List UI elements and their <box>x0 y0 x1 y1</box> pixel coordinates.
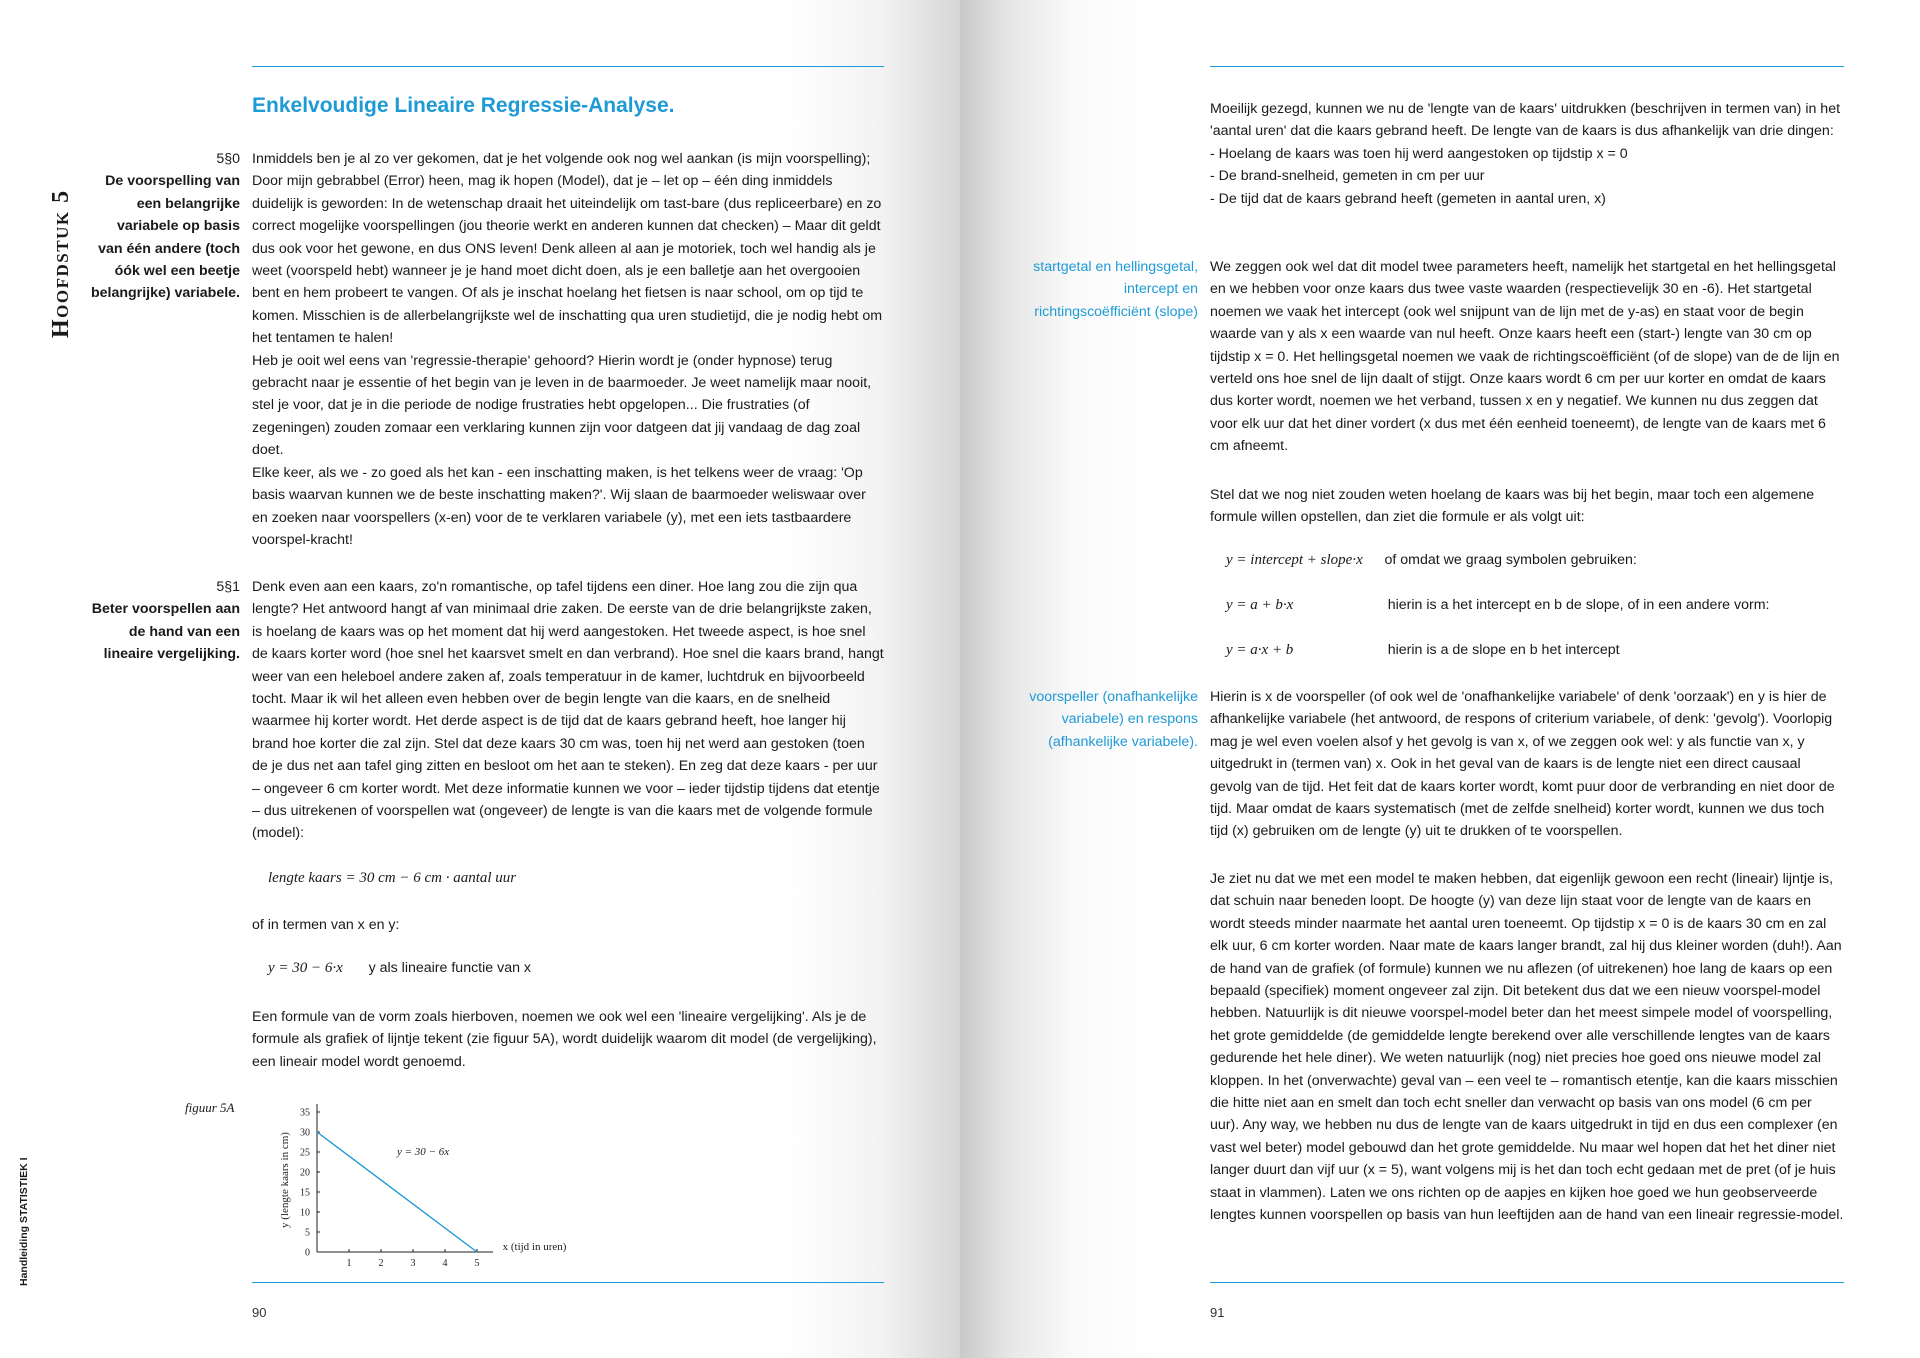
paragraph-parameters: We zeggen ook wel dat dit model twee parameters heeft, namelijk het startgetal en het hellingsgetal en we hebben voor onze kaars dus twee vaste waarden (respectievelijk 30 en -6). Het startgetal noemen we vaak het intercept (ook wel snijpunt van de lijn met de y-as) en staat voor de begin waarde van y als x een waarde van nul heeft. Onze kaars heeft een (start-) lengte van 30 cm op tijdstip x = 0. Het hellingsgetal noemen we vaak de richtingscoëfficiënt (of de slope) van de de lijn en verteld ons hoe snel de lijn daalt of stijgt. Onze kaars wordt 6 cm per uur korter en omdat de kaars dus korter wordt, noemen we het verband, tussen x en y negatief. We kunnen nu dus zeggen dat voor elk uur dat het diner vordert (x dus met één eenheid toeneemt), de lengte van de kaars met 6 cm afneemt. <box>1210 259 1840 455</box>
list-item: - De brand-snelheid, gemeten in cm per uur <box>1210 168 1485 185</box>
x-tick-label: 3 <box>410 1258 416 1269</box>
formula-candle-length: lengte kaars = 30 cm − 6 cm · aantal uur <box>268 870 517 886</box>
side-footer-text: Handleiding STATISTIEK I <box>18 1157 30 1286</box>
chapter-label <box>36 108 76 338</box>
x-axis-label: x (tijd in uren) <box>502 1241 567 1253</box>
y-tick-label: 20 <box>300 1167 310 1179</box>
formula-note: hierin is a de slope en b het intercept <box>1387 642 1620 658</box>
y-tick-label: 5 <box>305 1227 310 1239</box>
section-1-number: 5§1 <box>216 579 240 595</box>
formula-intercept-slope <box>1226 552 1637 569</box>
section-0-margin <box>90 148 240 305</box>
formula-xy-note: y als lineaire functie van x <box>368 960 532 976</box>
formula-note: of omdat we graag symbolen gebruiken: <box>1384 552 1637 568</box>
paragraph-general-formula: Stel dat we nog niet zouden weten hoelang de kaars was bij het begin, maar toch een algemene formule willen opstellen, dan ziet die formule er als volgt uit: <box>1210 487 1815 526</box>
intro-block <box>1210 98 1844 210</box>
y-tick-label: 35 <box>300 1107 310 1119</box>
section-0-number: 5§0 <box>216 151 240 167</box>
x-tick-label: 5 <box>474 1258 480 1269</box>
formula-expr: y = a + b·x <box>1226 597 1294 613</box>
y-axis-label: y (lengte kaars in cm) <box>279 1132 291 1228</box>
y-tick-label: 30 <box>300 1127 310 1139</box>
formula-xy <box>268 960 531 977</box>
paragraph: Inmiddels ben je al zo ver gekomen, dat je het volgende ook nog wel aankan (is mijn voorspelling); Door mijn gebrabbel (Error) heen, mag ik hopen (Model), dat je – let op – één ding inmiddels duidelijk is geworden: In de wetenschap draait het uiteindelijk om tast-bare (dus repliceerbare) en zo correct mogelijke voorspellingen (jou theorie werkt en anderen kunnen dat checken) – Maar dit geldt dus ook voor het gewone, en dus ONS leven! Denk alleen al aan je motoriek, toch wel handig als je weet (voorspeld hebt) wanneer je je hand moet dicht doen, als je een balletje aan het overgooien bent en hem probeert te vangen. Of als je inschat hoelang het fietsen is naar school, om op tijd te komen. Misschien is de allerbelangrijkste wel de inschatting qua uren studietijd, die je nodig hebt om het tentamen te halen! <box>252 151 883 347</box>
margin-note-predictor: voorspeller (onafhankelijke variabele) en respons (afhankelijke variabele). <box>1029 689 1198 750</box>
formula-expr: y = intercept + slope·x <box>1226 552 1363 568</box>
list-item: - De tijd dat de kaars gebrand heeft (gemeten in aantal uren, x) <box>1210 190 1606 207</box>
top-rule <box>252 66 884 67</box>
formula-intro: of in termen van x en y: <box>252 917 400 933</box>
page-title: Enkelvoudige Lineaire Regressie-Analyse. <box>252 94 675 117</box>
right-page <box>960 0 1920 1358</box>
bottom-rule <box>252 1282 884 1283</box>
bottom-rule <box>1210 1282 1844 1283</box>
chapter-label-text: Hoofdstuk 5 <box>48 189 74 338</box>
y-tick-label: 25 <box>300 1147 310 1159</box>
formula-a-plus-bx <box>1226 597 1769 614</box>
y-tick-label: 15 <box>300 1187 310 1199</box>
top-rule <box>1210 66 1844 67</box>
x-tick-label: 2 <box>378 1258 384 1269</box>
section-0-heading: De voorspelling van een belangrijke variabele op basis van één andere (toch óók wel een beetje belangrijke) variabele. <box>90 173 240 302</box>
side-footer <box>14 1146 38 1286</box>
closing-paragraph: Een formule van de vorm zoals hierboven, noemen we ook wel een 'lineaire vergelijking'. Als je de formule als grafiek of lijntje tekent (zie figuur 5A), wordt duidelijk waarom dit model (de vergelijking), een lineair model wordt genoemd. <box>252 1009 877 1070</box>
figure-5a-chart <box>270 1090 590 1270</box>
formula-note: hierin is a het intercept en b de slope, of in een andere vorm: <box>1387 597 1770 613</box>
paragraph-model: Je ziet nu dat we met een model te maken hebben, dat eigenlijk gewoon een recht (lineair) lijntje is, dat schuin naar beneden loopt. De hoogte (y) van deze lijn staat voor de lengte van de kaars en wordt steeds minder naarmate het aantal uren toeneemt. Op tijdstip x = 0 is de kaars 30 cm en zal elk uur, 6 cm korter worden. Naar mate de kaars langer brandt, zal hij dus kleiner worden (duh!). Aan de hand van de grafiek (of formule) kunnen we nu aflezen (of uitrekenen) hoe lang de kaars op een bepaald (specifiek) moment ongeveer zal zijn. Dit betekent dus dat we een nieuw voorspel-model hebben. Natuurlijk is dit nieuwe voorspel-model beter dan het meest simpele model of voorspelling, het grote gemiddelde (de gemiddelde lengte berekend over alle verschillende lengtes van de kaars gedurende het hele diner). We weten natuurlijk (nog) niet precies hoe goed ons nieuwe model zal kloppen. In het (onverwachte) geval van – een veel te – romantisch etentje, kan die kaars misschien die hitte niet aan en smelt dan toch echt sneller dan verwacht op basis van ons model (6 cm per uur). Any way, we hebben nu dus de lengte van de kaars uitgedrukt in tijd en dus een complexer (en vast wel beter) model gebouwd dan het grote gemiddelde. Nu maar wel hopen dat het het diner niet langer duurt dan vijf uur (x = 5), want volgens mij is het dan toch echt gedaan met de pret (of je huis staat in vlammen). Laten we ons richten op de aapjes en kijken hoe goed we hun geobserveerde lengtes kunnen voorspellen op basis van hun leeftijden aan de hand van een lineair regressie-model. <box>1210 871 1844 1224</box>
formula-expr: y = a·x + b <box>1226 642 1294 658</box>
paragraph-predictor: Hierin is x de voorspeller (of ook wel de 'onafhankelijke variabele' of denk 'oorzaak') en y is hier de afhankelijke variabele (het antwoord, de respons of criterium variabele, of denk: 'gevolg'). Voorlopig mag je wel even voelen alsof y het gevolg is van x, of we zeggen ook wel: y als functie van x, y uitgedrukt in (termen van) x. Ook in het geval van de kaars is de lengte niet een direct causaal gevolg van de tijd. Het feit dat de kaars korter wordt, komt puur door de verbranding en niet door de tijd. Maar omdat de kaars systematisch (met de zelfde snelheid) korter wordt, kunnen we dus toch tijd (x) gebruiken om de lengte (y) uit te drukken of te voorspellen. <box>1210 689 1835 840</box>
section-1-body <box>252 576 884 845</box>
formula-ax-plus-b <box>1226 642 1620 659</box>
margin-note-parameters: startgetal en hellingsgetal, intercept en richtingscoëfficiënt (slope) <box>1033 259 1198 320</box>
page-number: 91 <box>1210 1305 1225 1320</box>
figure-label: figuur 5A <box>185 1100 235 1115</box>
x-tick-label: 1 <box>346 1258 352 1269</box>
equation-annotation: y = 30 − 6x <box>397 1146 450 1158</box>
paragraph: Denk even aan een kaars, zo'n romantische, op tafel tijdens een diner. Hoe lang zou die zijn qua lengte? Het antwoord hangt af van minimaal drie zaken. De eerste van de drie belangrijkste zaken, is hoelang de kaars was op het moment dat hij werd aangestoken. Het tweede aspect, is hoe snel de kaars korter word (hoe snel het kaarsvet smelt en dan verbrand). Hoe snel die kaars brand, hangt weer van een heleboel andere zaken af, zoals temperatuur in de kamer, luchtdruk en bijvoorbeeld tocht. Maar ik wil het alleen even hebben over de begin lengte van die kaars, en de snelheid waarmee hij korter wordt. Het derde aspect is de tijd dat de kaars gebrand heeft, hoe langer hij brand hoe korter die zal zijn. Stel dat deze kaars 30 cm was, toen hij net werd aan gestoken (toen de je dus net aan tafel ging zitten en besloot om het aan te steken). En zeg dat deze kaars - per uur – ongeveer 6 cm korter wordt. Met deze informatie kunnen we voor – ieder tijdstip tijdens dat etentje – dus uitrekenen of voorspellen wat (ongeveer) de lengte is van die kaars met de volgende formule (model): <box>252 579 884 842</box>
section-1-heading: Beter voorspellen aan de hand van een lineaire vergelijking. <box>91 601 240 663</box>
x-tick-label: 4 <box>442 1258 448 1269</box>
paragraph: Elke keer, als we - zo goed als het kan - een inschatting maken, is het telkens weer de vraag: 'Op basis waarvan kunnen we de beste inschatting maken?'. Wij slaan de baarmoeder weliswaar over en zoeken naar voorspellers (x-en) voor de te verklaren variabele (y), met een iets tastbaardere voorspel-kracht! <box>252 464 866 548</box>
y-tick-label: 0 <box>305 1247 310 1259</box>
paragraph: Heb je ooit wel eens van 'regressie-therapie' gehoord? Hierin wordt je (onder hypnose) terug gebracht naar je essentie of het begin van je leven in de baarmoeder. Je weet namelijk maar nooit, stel je voor, dat je in die periode de nodige frustraties hebt opgelopen... Die frustraties (of zegeningen) zouden zomaar een verklaring kunnen zijn voor datgeen dat jij vandaag de dag zoal doet. <box>252 352 872 459</box>
y-tick-label: 10 <box>300 1207 310 1219</box>
formula-xy-expr: y = 30 − 6·x <box>268 960 343 976</box>
section-0-body <box>252 148 884 551</box>
page-number: 90 <box>252 1305 267 1320</box>
paragraph: Moeilijk gezegd, kunnen we nu de 'lengte van de kaars' uitdrukken (beschrijven in termen van) in het 'aantal uren' dat die kaars gebrand heeft. De lengte van de kaars is dus afhankelijk van drie dingen: <box>1210 101 1841 140</box>
section-1-margin <box>90 576 240 666</box>
list-item: - Hoelang de kaars was toen hij werd aangestoken op tijdstip x = 0 <box>1210 145 1628 162</box>
